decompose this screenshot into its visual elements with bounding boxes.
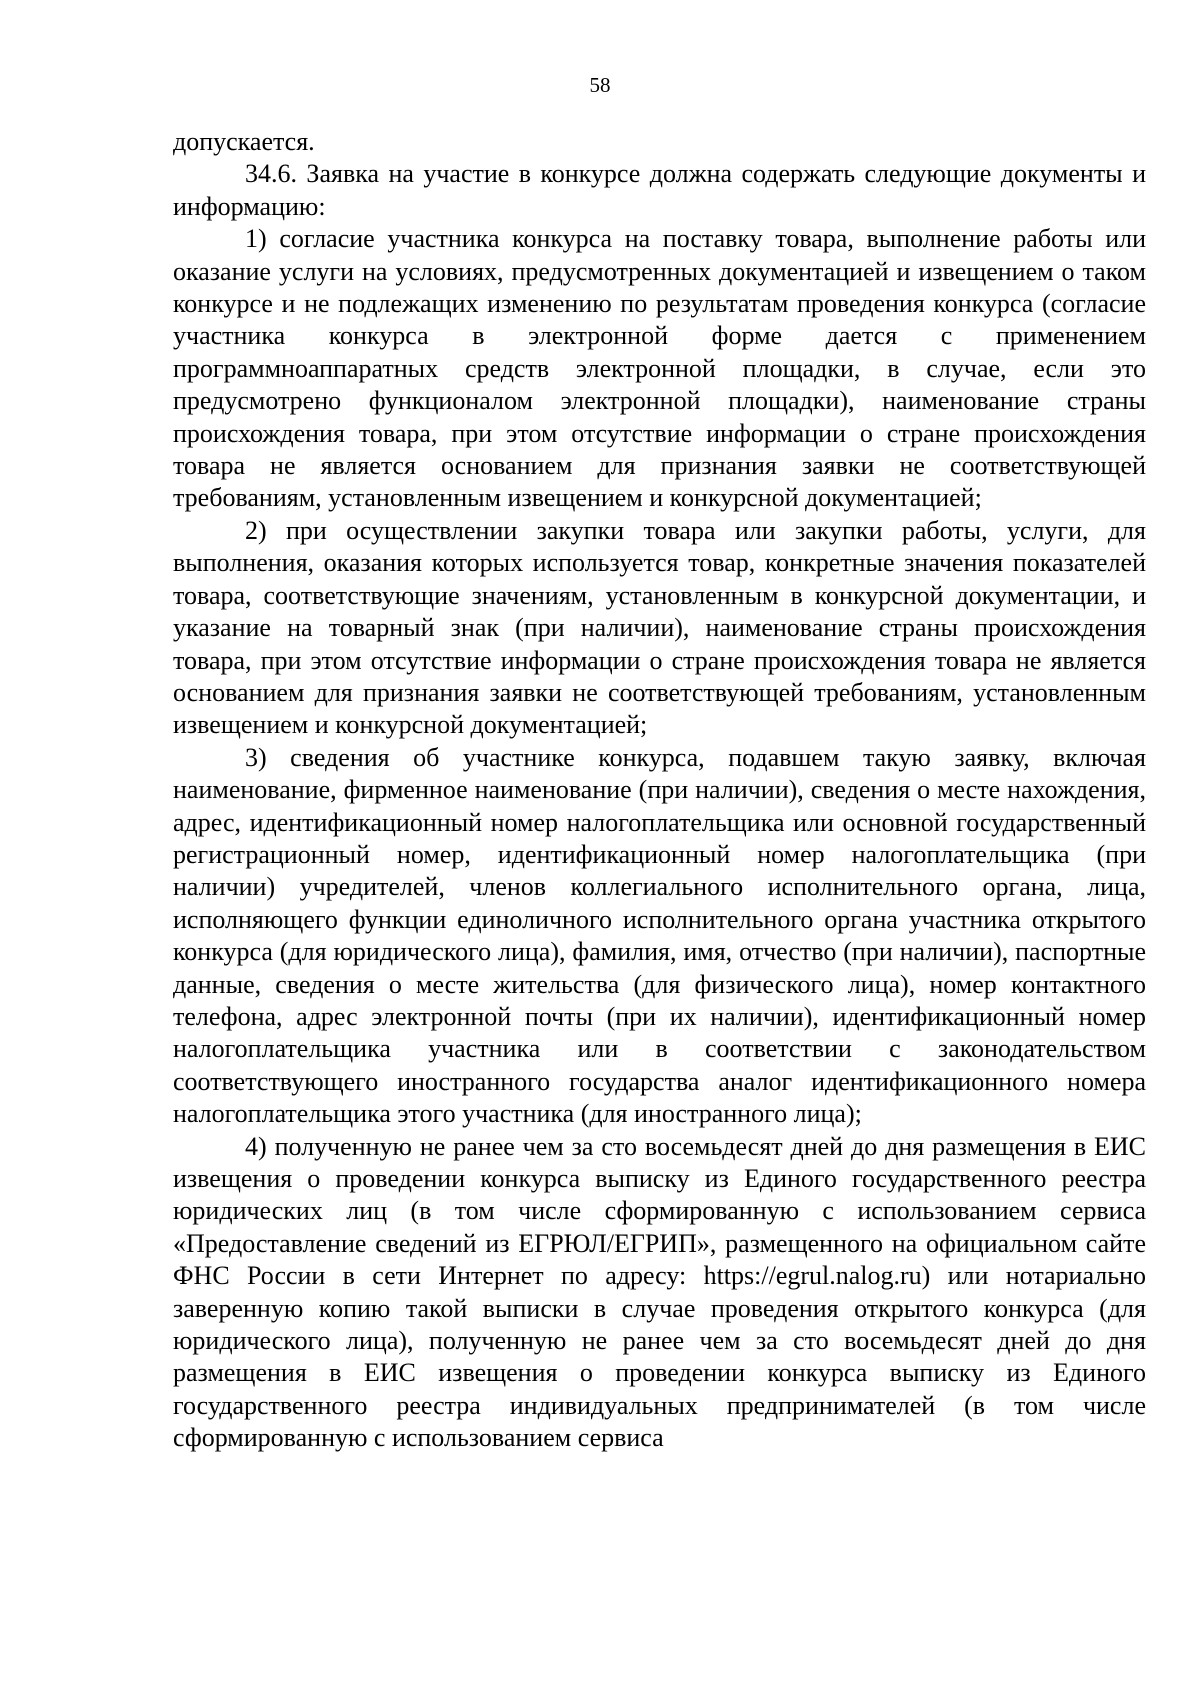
paragraph-clause-34-6: 34.6. Заявка на участие в конкурсе должна содержать следующие документы и информацию:	[173, 159, 1146, 221]
paragraph-item-1: 1) согласие участника конкурса на поставку товара, выполнение работы или оказание услуги на условиях, предусмотренных документацией и извещением о таком конкурсе и не подлежащих изменению по результатам проведения конкурса (согласие участника конкурса в электронной форме дается с применением программноаппаратных средств электронной площадки, в случае, если это предусмотрено функционалом электронной площадки), наименование страны происхождения товара, при этом отсутствие информации о стране происхождения товара не является основанием для признания заявки не соответствующей требованиям, установленным извещением и конкурсной документацией;	[173, 224, 1146, 513]
paragraph-item-3: 3) сведения об участнике конкурса, подавшем такую заявку, включая наименование, фирменное наименование (при наличии), сведения о месте нахождения, адрес, идентификационный номер налогоплательщика или основной государственный регистрационный номер, идентификационный номер налогоплательщика (при наличии) учредителей, членов коллегиального исполнительного органа, лица, исполняющего функции единоличного исполнительного органа участника открытого конкурса (для юридического лица), фамилия, имя, отчество (при наличии), паспортные данные, сведения о месте жительства (для физического лица), номер контактного телефона, адрес электронной почты (при их наличии), идентификационный номер налогоплательщика участника или в соответствии с законодательством соответствующего иностранного государства аналог идентификационного номера налогоплательщика этого участника (для иностранного лица);	[173, 742, 1146, 1129]
document-body	[173, 126, 1146, 1455]
paragraph-item-2: 2) при осуществлении закупки товара или закупки работы, услуги, для выполнения, оказания которых используется товар, конкретные значения показателей товара, соответствующие значениям, установленным в конкурсной документации, и указание на товарный знак (при наличии), наименование страны происхождения товара, при этом отсутствие информации о стране происхождения товара не является основанием для признания заявки не соответствующей требованиям, установленным извещением и конкурсной документацией;	[173, 515, 1146, 740]
paragraph-item-4: 4) полученную не ранее чем за сто восемьдесят дней до дня размещения в ЕИС извещения о проведении конкурса выписку из Единого государственного реестра юридических лиц (в том числе сформированную с использованием сервиса «Предоставление сведений из ЕГРЮЛ/ЕГРИП», размещенного на официальном сайте ФНС России в сети Интернет по адресу: https://egrul.nalog.ru) или нотариально заверенную копию такой выписки в случае проведения открытого конкурса (для юридического лица), полученную не ранее чем за сто восемьдесят дней до дня размещения в ЕИС извещения о проведении конкурса выписку из Единого государственного реестра индивидуальных предпринимателей (в том числе сформированную с использованием сервиса	[173, 1131, 1146, 1453]
paragraph-continuation: допускается.	[173, 127, 315, 156]
page-number: 58	[589, 73, 611, 97]
